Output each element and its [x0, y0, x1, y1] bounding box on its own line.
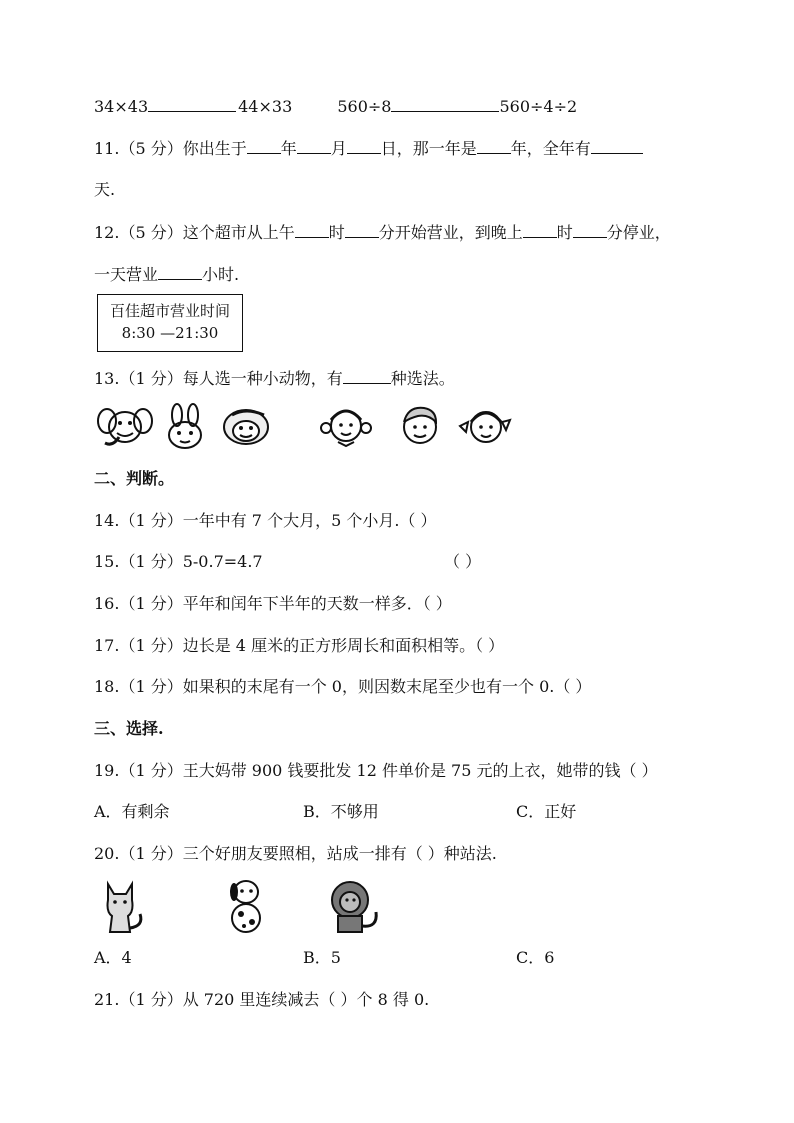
q11-blank-month[interactable]	[297, 137, 331, 154]
q19-option-a[interactable]: A．有剩余	[94, 802, 170, 821]
q11-number: 11.	[94, 139, 120, 158]
q13-blank[interactable]	[343, 367, 391, 384]
q15-text: 15.（1 分）5-0.7=4.7	[94, 552, 263, 571]
q20-option-c[interactable]: C．6	[516, 948, 555, 967]
q11-text-2: 年	[280, 139, 297, 158]
store-hours-time: 8:30 —21:30	[121, 324, 219, 342]
q13-text-1: 每人选一种小动物，有	[182, 369, 343, 388]
q12-blank-3[interactable]	[523, 221, 557, 238]
q11-text-3: 月	[330, 139, 347, 158]
q12-text-4: 时	[556, 223, 573, 242]
q13-number: 13.	[94, 369, 120, 388]
q10-right2: 560÷4÷2	[499, 97, 578, 116]
q12-blank-5[interactable]	[158, 263, 202, 280]
q19-option-c[interactable]: C．正好	[516, 802, 577, 821]
q12-blank-2[interactable]	[345, 221, 379, 238]
q12-number: 12.	[94, 223, 120, 242]
q11-text-5: 年，全年有	[510, 139, 591, 158]
monkey-icon	[218, 403, 276, 451]
q15-answer-paren[interactable]: （ ）	[444, 552, 482, 571]
q13-line	[94, 367, 455, 389]
q12-text-3: 分开始营业，到晚上	[378, 223, 523, 242]
q12-line-2	[94, 263, 239, 285]
q11-score: （5 分）	[119, 139, 183, 158]
q11-blank-day[interactable]	[347, 137, 381, 154]
q12-line	[94, 221, 671, 243]
lion-icon	[326, 876, 384, 936]
q15	[94, 552, 482, 572]
store-hours-title: 百佳超市营业时间	[109, 302, 230, 320]
girl-with-pigtails-icon	[318, 400, 374, 450]
q20-option-b[interactable]: B．5	[303, 948, 341, 967]
elephant-icon	[95, 403, 155, 451]
q12-text-2: 时	[328, 223, 345, 242]
section-3-heading: 三、选择.	[94, 719, 164, 738]
q12-blank-1[interactable]	[295, 221, 329, 238]
q12-blank-4[interactable]	[573, 221, 607, 238]
q19: 19.（1 分）王大妈带 900 钱要批发 12 件单价是 75 元的上衣，她带的钱（ ）	[94, 761, 658, 780]
q14: 14.（1 分）一年中有 7 个大月，5 个小月.（ ）	[94, 511, 437, 530]
store-hours-box	[97, 294, 243, 352]
q11-text-1: 你出生于	[182, 139, 247, 158]
q12-text-1: 这个超市从上午	[182, 223, 295, 242]
q12-score: （5 分）	[119, 223, 183, 242]
q11-line	[94, 137, 643, 159]
q10-left: 34×43	[94, 97, 149, 116]
section-2-heading: 二、判断。	[94, 469, 175, 488]
cat-icon	[100, 876, 148, 936]
q13-score: （1 分）	[119, 369, 183, 388]
q21: 21.（1 分）从 720 里连续减去（ ）个 8 得 0.	[94, 990, 430, 1009]
girl-with-bows-icon	[456, 400, 514, 450]
q11-blank-type[interactable]	[477, 137, 511, 154]
q10-left2: 560÷8	[337, 97, 392, 116]
q10-line	[94, 95, 577, 117]
q17: 17.（1 分）边长是 4 厘米的正方形周长和面积相等。（ ）	[94, 636, 505, 655]
q11-blank-days[interactable]	[591, 137, 643, 154]
boy-icon	[394, 400, 446, 450]
q11-tail: 天.	[94, 180, 116, 199]
q13-text-2: 种选法。	[390, 369, 455, 388]
q10-blank-2[interactable]	[391, 95, 499, 112]
q12-line2-text-2: 小时.	[202, 265, 240, 284]
dalmatian-dog-icon	[224, 876, 270, 936]
q11-text-4: 日，那一年是	[380, 139, 477, 158]
q20-option-a[interactable]: A．4	[94, 948, 132, 967]
q10-blank-1[interactable]	[148, 95, 236, 112]
q19-option-b[interactable]: B．不够用	[303, 802, 379, 821]
q10-mid: 44×33	[238, 97, 293, 116]
q16: 16.（1 分）平年和闰年下半年的天数一样多．（ ）	[94, 594, 452, 613]
rabbit-icon	[160, 403, 210, 451]
q11-blank-year[interactable]	[247, 137, 281, 154]
q12-line2-text-1: 一天营业	[94, 265, 159, 284]
q18: 18.（1 分）如果积的末尾有一个 0，则因数末尾至少也有一个 0.（ ）	[94, 677, 592, 696]
q12-text-5: 分停业，	[606, 223, 671, 242]
q20: 20.（1 分）三个好朋友要照相，站成一排有（ ）种站法.	[94, 844, 497, 863]
